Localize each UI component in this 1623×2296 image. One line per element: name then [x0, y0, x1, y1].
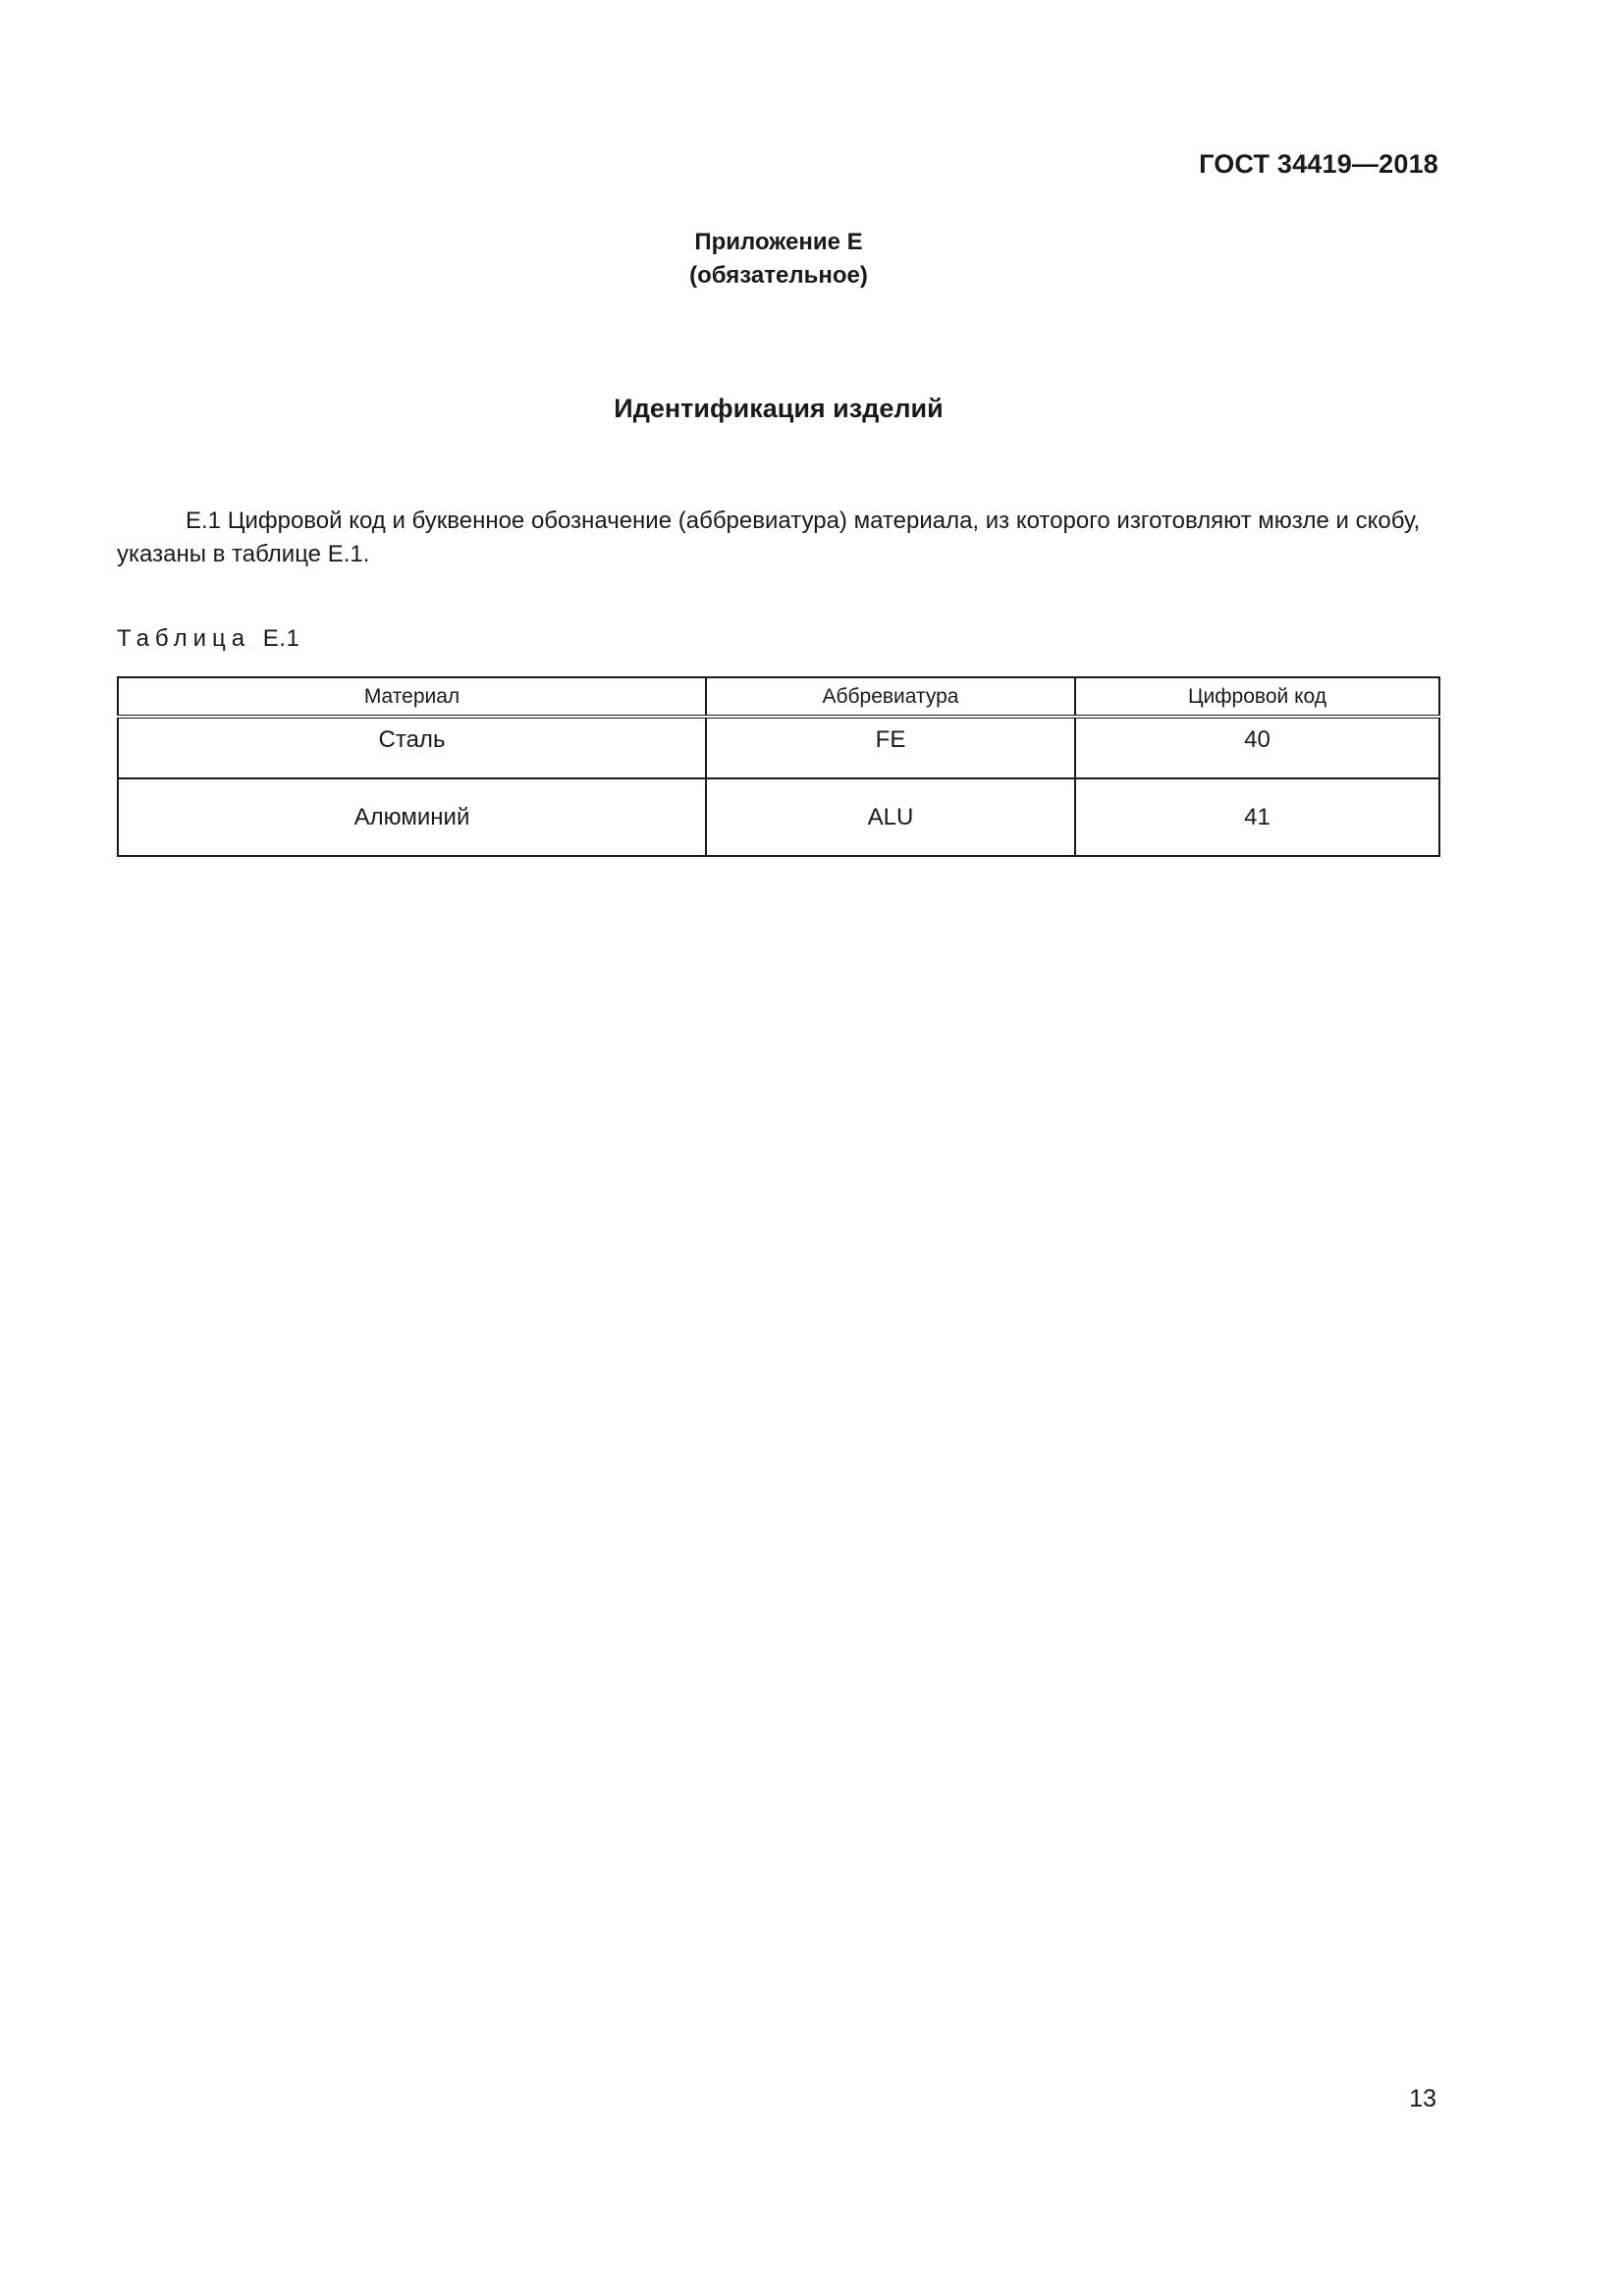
table-row	[118, 717, 1439, 778]
page-number: 13	[1409, 2085, 1436, 2112]
header-abbreviation: Аббревиатура	[706, 677, 1075, 717]
cell-material: Алюминий	[118, 778, 706, 856]
appendix-status: (обязательное)	[689, 262, 868, 289]
table-caption	[117, 625, 299, 653]
cell-digital-code: 41	[1075, 778, 1439, 856]
cell-abbreviation: ALU	[706, 778, 1075, 856]
header-material: Материал	[118, 677, 706, 717]
table-row	[118, 778, 1439, 856]
body-paragraph: Е.1 Цифровой код и буквенное обозначение (аббревиатура) материала, из которого изготовляют мюзле и скобу, указаны в таблице Е.1.	[117, 507, 1421, 567]
cell-abbreviation: FE	[706, 717, 1075, 778]
appendix-title: Приложение Е	[694, 229, 863, 255]
table-caption-number: Е.1	[262, 625, 300, 652]
cell-material: Сталь	[118, 717, 706, 778]
table-header-row	[118, 677, 1439, 717]
document-code: ГОСТ 34419—2018	[1199, 149, 1438, 179]
cell-digital-code: 40	[1075, 717, 1439, 778]
appendix-heading	[0, 226, 1557, 293]
section-title: Идентификация изделий	[614, 394, 944, 423]
materials-table	[117, 676, 1440, 857]
header-digital-code: Цифровой код	[1075, 677, 1439, 717]
table-caption-word: Таблица	[117, 625, 251, 652]
